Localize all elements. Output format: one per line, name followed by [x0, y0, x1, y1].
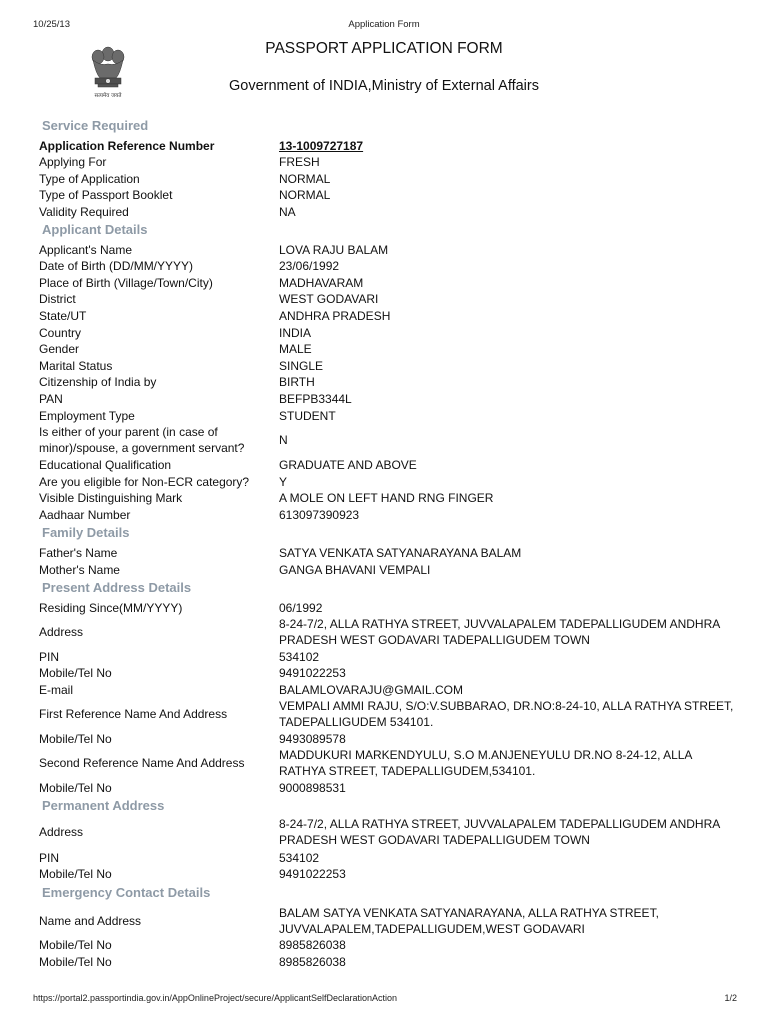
field-label: Type of Application: [39, 172, 140, 186]
field-value: VEMPALI AMMI RAJU, S/O:V.SUBBARAO, DR.NO:8-24-10, ALLA RATHYA STREET, TADEPALLIGUDEM 534101.: [279, 699, 734, 729]
field-label: Mother's Name: [39, 563, 120, 577]
print-footer-url: https://portal2.passportindia.gov.in/AppOnlineProject/secure/ApplicantSelfDeclarationAction: [33, 993, 398, 1003]
section-title: Applicant Details: [42, 222, 148, 237]
field-value: GRADUATE AND ABOVE: [279, 458, 417, 472]
field-label: Citizenship of India by: [39, 375, 157, 389]
field-value: NORMAL: [279, 188, 331, 202]
field-label: Mobile/Tel No: [39, 867, 112, 881]
field-label: First Reference Name And Address: [39, 707, 228, 721]
field-value: Y: [279, 475, 288, 489]
field-value: MALE: [279, 342, 312, 356]
field-value: NA: [279, 205, 296, 219]
field-label: Mobile/Tel No: [39, 781, 112, 795]
field-label: Mobile/Tel No: [39, 955, 112, 969]
field-label: Application Reference Number: [39, 139, 215, 153]
field-value: GANGA BHAVANI VEMPALI: [279, 563, 431, 577]
field-label: Mobile/Tel No: [39, 666, 112, 680]
field-value: N: [279, 433, 288, 447]
field-label: Gender: [39, 342, 80, 356]
field-value: 8-24-7/2, ALLA RATHYA STREET, JUVVALAPALEM TADEPALLIGUDEM ANDHRA PRADESH WEST GODAVARI TADEPALLIGUDEM TOWN: [279, 817, 720, 847]
field-label: Residing Since(MM/YYYY): [39, 601, 183, 615]
field-label: Second Reference Name And Address: [39, 756, 245, 770]
emblem-caption: सत्यमेव जयते: [94, 93, 122, 99]
field-label: Applicant's Name: [39, 243, 132, 257]
field-value: 9491022253: [279, 867, 346, 881]
field-value: 06/1992: [279, 601, 323, 615]
section-title: Permanent Address: [42, 798, 165, 813]
field-label: Date of Birth (DD/MM/YYYY): [39, 259, 194, 273]
field-label: Visible Distinguishing Mark: [39, 491, 183, 505]
field-value: SINGLE: [279, 359, 324, 373]
field-value: 8985826038: [279, 955, 346, 969]
field-value: NORMAL: [279, 172, 331, 186]
field-value: FRESH: [279, 155, 320, 169]
field-value: A MOLE ON LEFT HAND RNG FINGER: [279, 491, 494, 505]
field-value: MADDUKURI MARKENDYULU, S.O M.ANJENEYULU DR.NO 8-24-12, ALLA RATHYA STREET, TADEPALLIGUDEM,534101.: [279, 748, 692, 778]
field-label: Mobile/Tel No: [39, 938, 112, 952]
print-header-date: 10/25/13: [33, 19, 70, 30]
field-value: 8-24-7/2, ALLA RATHYA STREET, JUVVALAPALEM TADEPALLIGUDEM ANDHRA PRADESH WEST GODAVARI TADEPALLIGUDEM TOWN: [279, 617, 720, 647]
field-value: INDIA: [279, 326, 312, 340]
section-title: Emergency Contact Details: [42, 885, 211, 900]
field-label: State/UT: [39, 309, 87, 323]
print-footer-page: 1/2: [724, 993, 737, 1003]
section-title: Service Required: [42, 118, 149, 133]
field-value: 534102: [279, 650, 320, 664]
field-label: Educational Qualification: [39, 458, 172, 472]
field-value: LOVA RAJU BALAM: [279, 243, 389, 257]
field-label: Validity Required: [39, 205, 129, 219]
field-value: ANDHRA PRADESH: [279, 309, 391, 323]
section-title: Family Details: [42, 525, 130, 540]
field-value: 9491022253: [279, 666, 346, 680]
field-label: Is either of your parent (in case of minor)/spouse, a government servant?: [39, 425, 245, 455]
field-label: Are you eligible for Non-ECR category?: [39, 475, 250, 489]
field-label: E-mail: [39, 683, 74, 697]
field-label: Place of Birth (Village/Town/City): [39, 276, 213, 290]
field-value: 8985826038: [279, 938, 346, 952]
field-value: BALAM SATYA VENKATA SATYANARAYANA, ALLA RATHYA STREET, JUVVALAPALEM,TADEPALLIGUDEM,WEST GODAVARI: [279, 906, 659, 936]
field-label: District: [39, 292, 76, 306]
field-label: Country: [39, 326, 82, 340]
field-value: 613097390923: [279, 508, 360, 522]
form-title: PASSPORT APPLICATION FORM: [265, 40, 503, 57]
form-subtitle: Government of INDIA,Ministry of External Affairs: [229, 78, 539, 94]
field-value: MADHAVARAM: [279, 276, 364, 290]
field-value: 23/06/1992: [279, 259, 340, 273]
field-label: Address: [39, 825, 84, 839]
field-value: SATYA VENKATA SATYANARAYANA BALAM: [279, 546, 522, 560]
field-label: Applying For: [39, 155, 107, 169]
field-label: Name and Address: [39, 914, 142, 928]
field-label: PAN: [39, 392, 63, 406]
field-value: BEFPB3344L: [279, 392, 352, 406]
field-label: Aadhaar Number: [39, 508, 131, 522]
field-label: Mobile/Tel No: [39, 732, 112, 746]
field-value: 9000898531: [279, 781, 346, 795]
field-value: BIRTH: [279, 375, 315, 389]
field-label: Marital Status: [39, 359, 113, 373]
field-value: 534102: [279, 851, 320, 865]
field-label: PIN: [39, 851, 60, 865]
field-label: Type of Passport Booklet: [39, 188, 173, 202]
print-header-title: Application Form: [348, 19, 420, 30]
field-value: STUDENT: [279, 409, 336, 423]
section-title: Present Address Details: [42, 580, 192, 595]
field-value: WEST GODAVARI: [279, 292, 379, 306]
field-label: PIN: [39, 650, 60, 664]
field-label: Address: [39, 625, 84, 639]
field-label: Father's Name: [39, 546, 118, 560]
field-value: BALAMLOVARAJU@GMAIL.COM: [279, 683, 463, 697]
application-reference-number: 13-1009727187: [279, 139, 364, 153]
field-value: 9493089578: [279, 732, 346, 746]
field-label: Employment Type: [39, 409, 135, 423]
